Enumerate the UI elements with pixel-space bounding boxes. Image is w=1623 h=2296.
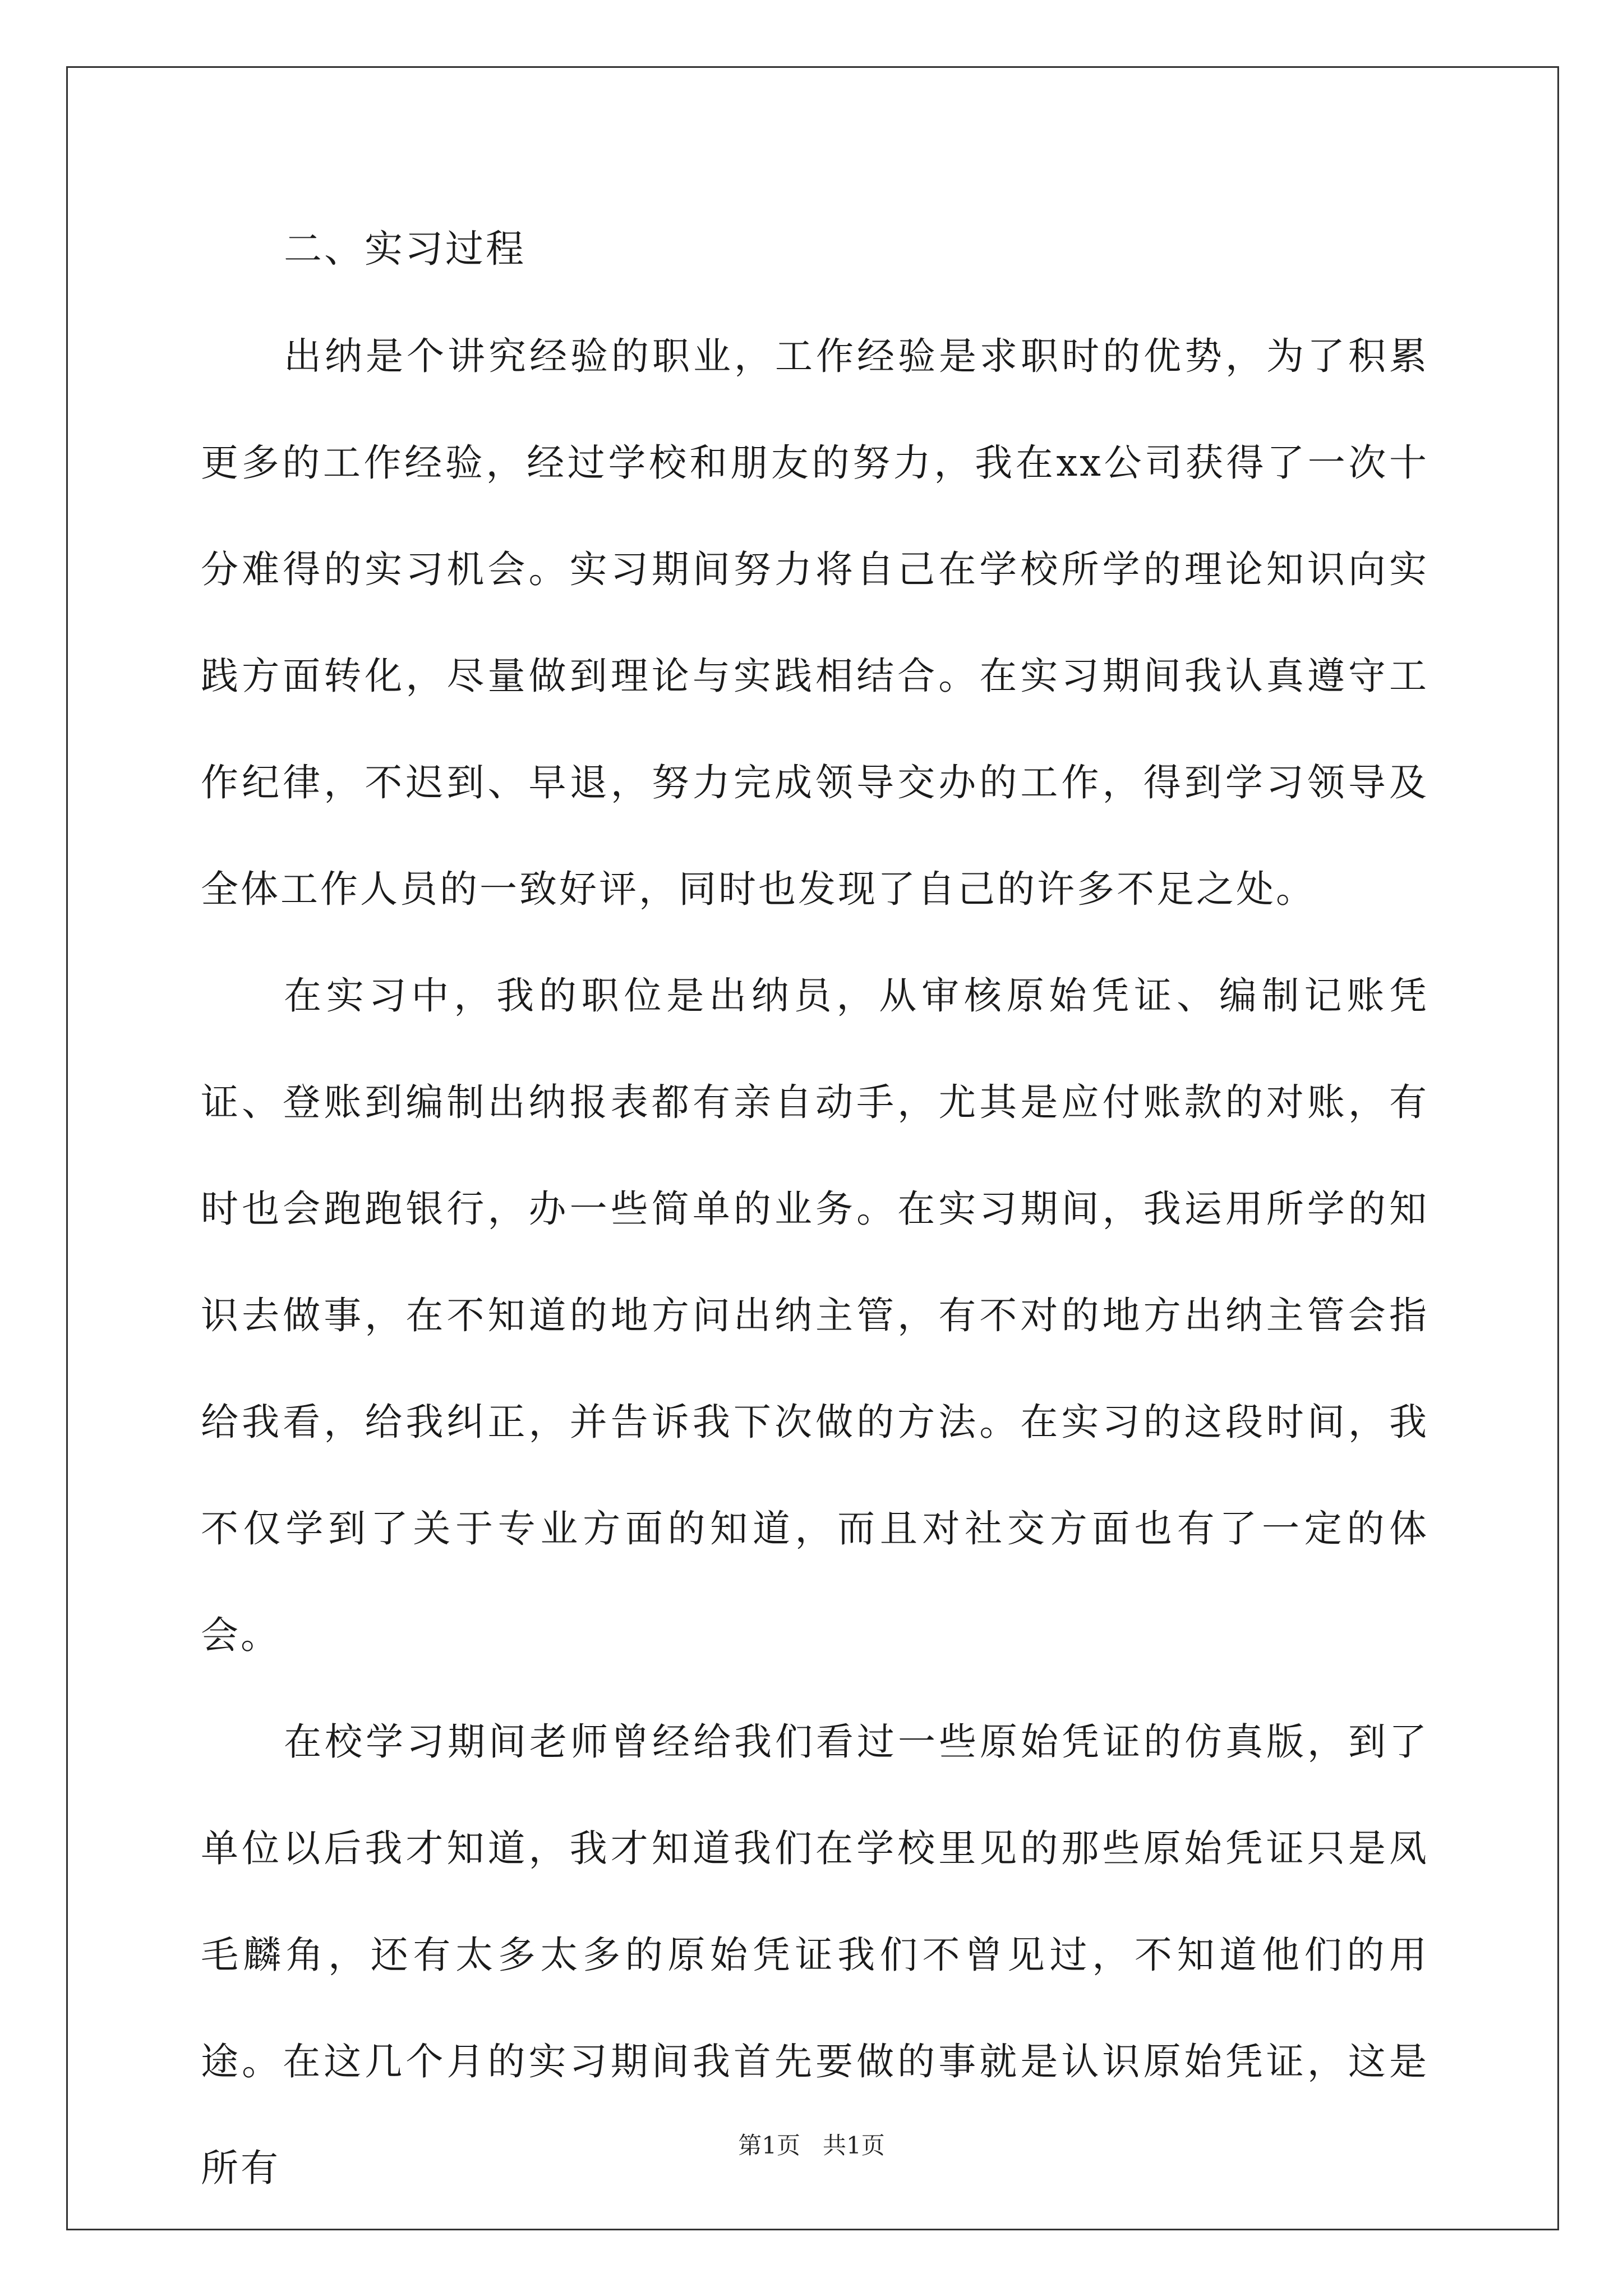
paragraph-1: 出纳是个讲究经验的职业，工作经验是求职时的优势，为了积累更多的工作经验，经过学校和朋友的努力，我在xx公司获得了一次十分难得的实习机会。实习期间努力将自己在学校所学的理论知识向实践方面转化，尽量做到理论与实践相结合。在实习期间我认真遵守工作纪律，不迟到、早退，努力完成领导交办的工作，得到学习领导及全体工作人员的一致好评，同时也发现了自己的许多不足之处。 [201, 334, 1429, 911]
page-number-footer: 第1页 共1页 [738, 2132, 885, 2159]
section-heading: 二、实习过程 [284, 227, 527, 272]
document-body [201, 196, 1429, 2221]
paragraph-3: 在校学习期间老师曾经给我们看过一些原始凭证的仿真版，到了单位以后我才知道，我才知道我们在学校里见的那些原始凭证只是凤毛麟角，还有太多太多的原始凭证我们不曾见过，不知道他们的用途。在这几个月的实习期间我首先要做的事就是认识原始凭证，这是所有 [201, 1720, 1429, 2190]
paragraph-2: 在实习中，我的职位是出纳员，从审核原始凭证、编制记账凭证、登账到编制出纳报表都有亲自动手，尤其是应付账款的对账，有时也会跑跑银行，办一些简单的业务。在实习期间，我运用所学的知识去做事，在不知道的地方问出纳主管，有不对的地方出纳主管会指给我看，给我纠正，并告诉我下次做的方法。在实习的这段时间，我不仅学到了关于专业方面的知道，而且对社交方面也有了一定的体会。 [201, 974, 1429, 1657]
